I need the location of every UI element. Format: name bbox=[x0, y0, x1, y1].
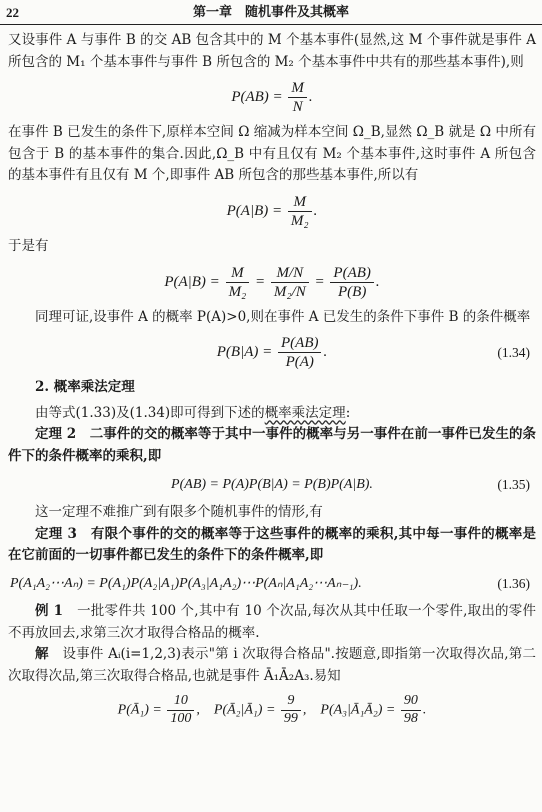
solution-label: 解 bbox=[35, 646, 49, 663]
equation-1-36: P(A₁A₂⋯Aₙ) = P(A₁)P(A₂|A₁)P(A₃|A₁A₂)⋯P(Aₙ|A₁A₂⋯Aₙ₋₁). (1.36) bbox=[8, 573, 536, 595]
equation-1-35: P(AB) = P(A)P(B|A) = P(B)P(A|B). (1.35) bbox=[8, 474, 536, 496]
fraction: $\frac{M}{\text{M₂}}$ bbox=[226, 264, 250, 301]
equation-number: (1.36) bbox=[497, 576, 530, 592]
paragraph-3: 于是有 bbox=[8, 237, 49, 254]
theorem-3: 定理 3 有限个事件的交的概率等于这些事件的概率的乘积,其中每一事件的概率是在它前面的一切事件都已发生的条件下的条件概率,即 bbox=[8, 525, 537, 564]
equation-p-a-given-b-chain: P(A|B) = $\frac{M}{\text{M₂}}$ = $\frac{M/N}{\text{M₂/N}}$ = $\frac{P(AB)}{P(B)}$ . bbox=[164, 264, 380, 300]
fraction: $\frac{M}{N}$ bbox=[288, 79, 307, 116]
section-heading: 2. 概率乘法定理 bbox=[35, 379, 135, 396]
fraction: $\frac{9}{99}$ bbox=[281, 693, 301, 728]
fraction: $\frac{P(AB)}{P(B)}$ bbox=[330, 264, 373, 301]
fraction: $\frac{M}{\text{M₂}}$ bbox=[288, 193, 312, 230]
theorem-label: 定理 3 bbox=[35, 525, 77, 542]
example-1: 例 1 一批零件共 100 个,其中有 10 个次品,每次从其中任取一个零件,取出的零件不再放回去,求第三次才取得合格品的概率. bbox=[8, 603, 537, 641]
fraction: $\frac{90}{98}$ bbox=[401, 693, 421, 728]
paragraph-6: 这一定理不难推广到有限多个随机事件的情形,有 bbox=[35, 503, 323, 520]
page-header bbox=[0, 0, 542, 25]
equation-p-ab: P(AB) = $\frac{M}{N}$ . bbox=[231, 80, 313, 116]
key-term: 概率乘法定理 bbox=[264, 404, 346, 421]
page-number: 22 bbox=[6, 5, 19, 20]
fraction: $\frac{M/N}{\text{M₂/N}}$ bbox=[271, 264, 309, 301]
fraction: $\frac{10}{100}$ bbox=[167, 693, 194, 728]
chapter-title: 第一章 随机事件及其概率 bbox=[192, 5, 349, 20]
theorem-2: 定理 2 二事件的交的概率等于其中一事件的概率与另一事件在前一事件已发生的条件下的条件概率的乘积,即 bbox=[8, 426, 537, 464]
page-body bbox=[8, 30, 536, 734]
theorem-label: 定理 2 bbox=[35, 426, 77, 443]
paragraph-5: 由等式(1.33)及(1.34)即可得到下述的概率乘法定理: bbox=[35, 404, 351, 421]
fraction: $\frac{P(AB)}{P(A)}$ bbox=[278, 334, 321, 371]
equation-1-34: P(B|A) = $\frac{P(AB)}{P(A)}$ . (1.34) bbox=[216, 335, 530, 371]
example-label: 例 1 bbox=[35, 603, 64, 620]
paragraph-4: 同理可证,设事件 A 的概率 P(A)>0,则在事件 A 已发生的条件下事件 B 的条件概率 bbox=[35, 308, 531, 325]
equation-probabilities: P(Ā₁) = $\frac{10}{100}$ , P(Ā₂|Ā₁) = $\frac{9}{99}$ , P(A₃|Ā₁Ā₂) = $\frac{90}{98}$ . bbox=[117, 693, 427, 727]
paragraph-2: 在事件 B 已发生的条件下,原样本空间 Ω 缩减为样本空间 Ω_B,显然 Ω_B 就是 Ω 中所有包含于 B 的基本事件的集合.因此,Ω_B 中有且仅有 M₂ 个基本事件,这时事件 A 所包含的基本事件有且仅有 M 个,即事件 AB 所包含的那些基本事件,所以有 bbox=[8, 124, 536, 184]
equation-number: (1.35) bbox=[497, 476, 530, 492]
equation-p-a-given-b: P(A|B) = $\frac{M}{\text{M₂}}$ . bbox=[226, 193, 318, 229]
paragraph-1: 又设事件 A 与事件 B 的交 AB 包含其中的 M 个基本事件(显然,这 M 个事件就是事件 A 所包含的 M₁ 个基本事件与事件 B 所包含的 M₂ 个基本事件中共有的那些基本事件),则 bbox=[8, 32, 536, 70]
equation-number: (1.34) bbox=[497, 344, 530, 360]
solution: 解 设事件 Aᵢ(i=1,2,3)表示"第 i 次取得合格品".按题意,即指第一次取得次品,第二次取得次品,第三次取得合格品,也就是事件 Ā₁Ā₂A₃.易知 bbox=[8, 646, 536, 684]
